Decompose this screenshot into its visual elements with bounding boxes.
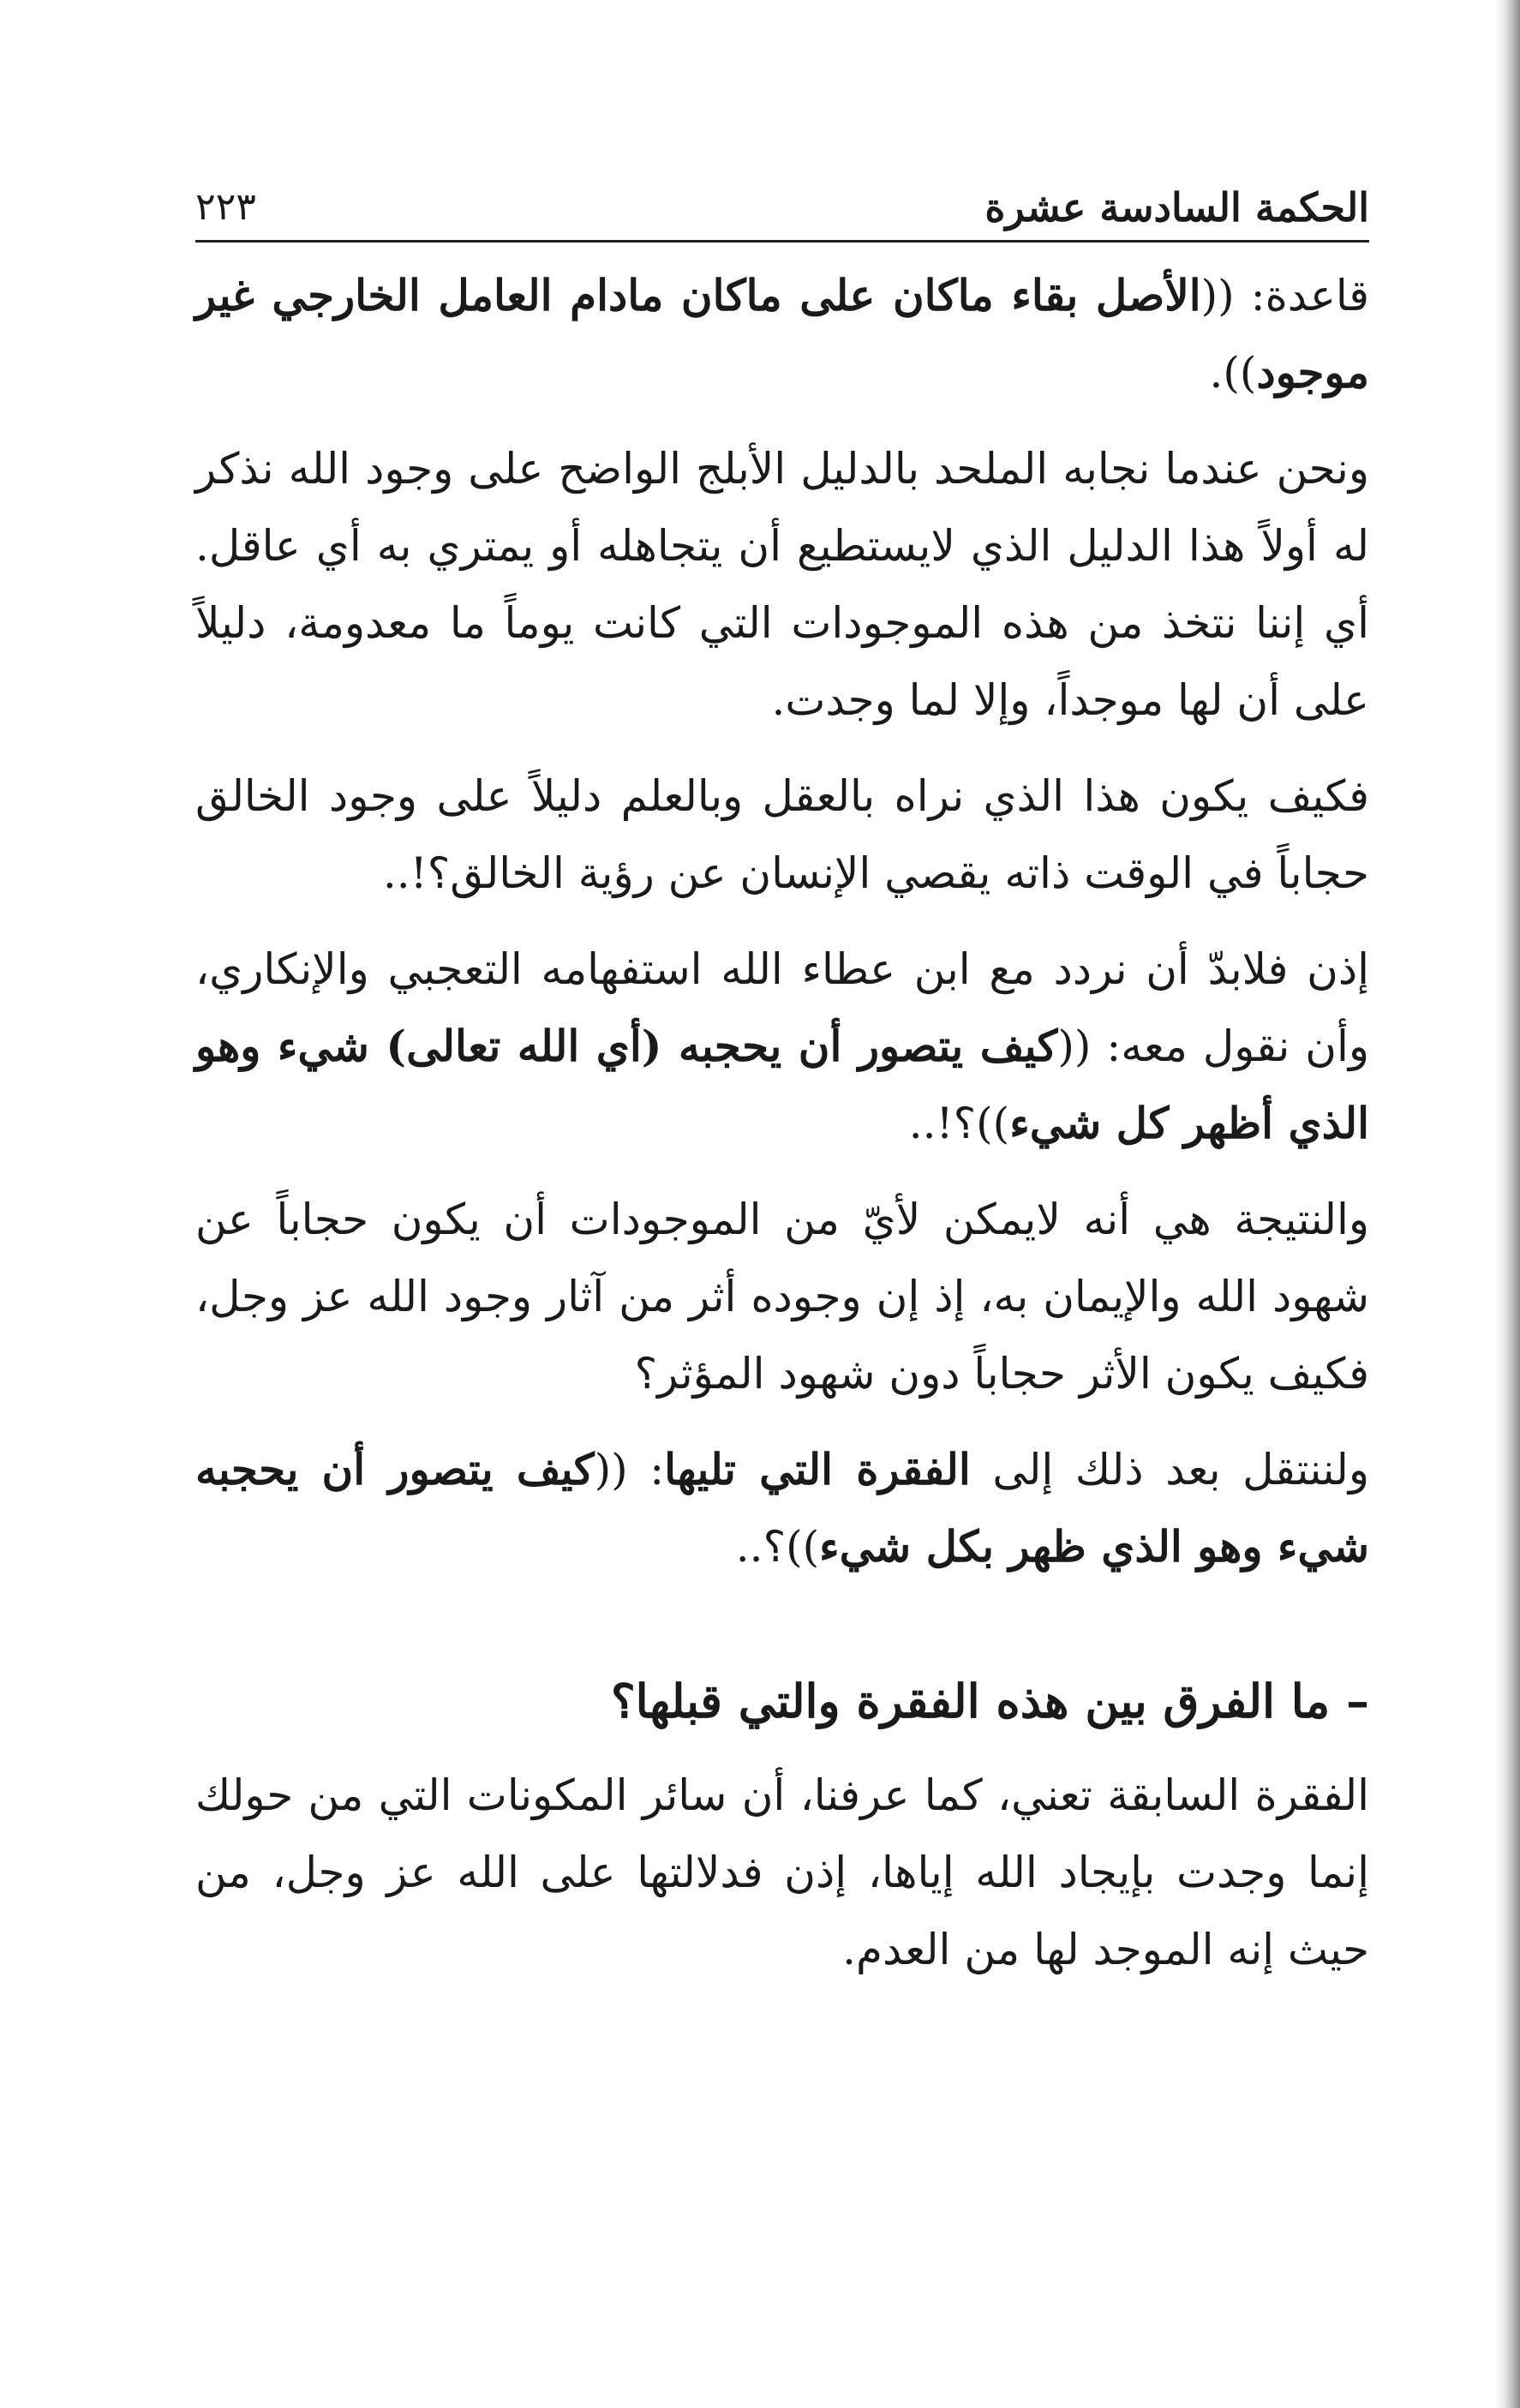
paragraph-veil-question: فكيف يكون هذا الذي نراه بالعقل وبالعلم دليلاً على وجود الخالق حجاباً في الوقت ذاته يقصي الإنسان عن رؤية الخالق؟!.. [195, 771, 1369, 898]
paragraph-explanation: الفقرة السابقة تعني، كما عرفنا، أن سائر المكونات التي من حولك إنما وجدت بإيجاد الله إياها، إذن فدلالتها على الله عز وجل، من حيث إنه الموجد لها من العدم. [195, 1770, 1369, 1974]
quote-intro: إذن فلابدّ أن نردد مع ابن عطاء الله استفهامه التعجبي والإنكاري، وأن نقول معه: (( [195, 944, 1369, 1071]
page-body [195, 257, 1369, 2007]
rule-paragraph [195, 257, 1369, 411]
running-title: الحكمة السادسة عشرة [984, 184, 1369, 231]
rule-label: قاعدة: (( [1200, 271, 1369, 320]
paragraph-atheist-argument: ونحن عندما نجابه الملحد بالدليل الأبلج الواضح على وجود الله نذكر له أولاً هذا الدليل الذي لايستطيع أن يتجاهله أو يمتري به أي عاقل. أي إننا نتخذ من هذه الموجودات التي كانت يوماً ما معدومة، دليلاً على أن لها موجداً، وإلا لما وجدت. [195, 444, 1369, 725]
next-bold-label: الفقرة التي تليها [664, 1444, 971, 1495]
rule-text: الأصل بقاء ماكان على ماكان مادام العامل الخارجي غير موجود [195, 270, 1369, 398]
section-subheading: – ما الفرق بين هذه الفقرة والتي قبلها؟ [611, 1674, 1369, 1728]
next-quote-text: كيف يتصور أن يحجبه شيء وهو الذي ظهر بكل شيء [195, 1444, 1369, 1572]
quote-end: ))؟!.. [908, 1099, 1010, 1148]
next-end: ))؟.. [735, 1522, 820, 1572]
next-intro: ولننتقل بعد ذلك إلى [970, 1445, 1369, 1495]
next-mid: : (( [594, 1445, 665, 1495]
paragraph-ibn-ata-quote [195, 931, 1369, 1162]
quote-text: كيف يتصور أن يحجبه (أي الله تعالى) شيء وهو الذي أظهر كل شيء [195, 1021, 1369, 1148]
paragraph-next-section [195, 1431, 1369, 1585]
scan-edge [1494, 0, 1520, 2408]
rule-close: )). [1209, 348, 1257, 398]
paragraph-conclusion: والنتيجة هي أنه لايمكن لأيّ من الموجودات أن يكون حجاباً عن شهود الله والإيمان به، إذ إن وجوده أثر من آثار وجود الله عز وجل، فكيف يكون الأثر حجاباً دون شهود المؤثر؟ [195, 1195, 1369, 1399]
page-header [195, 171, 1369, 243]
page-number: ٢٢٣ [195, 185, 256, 229]
